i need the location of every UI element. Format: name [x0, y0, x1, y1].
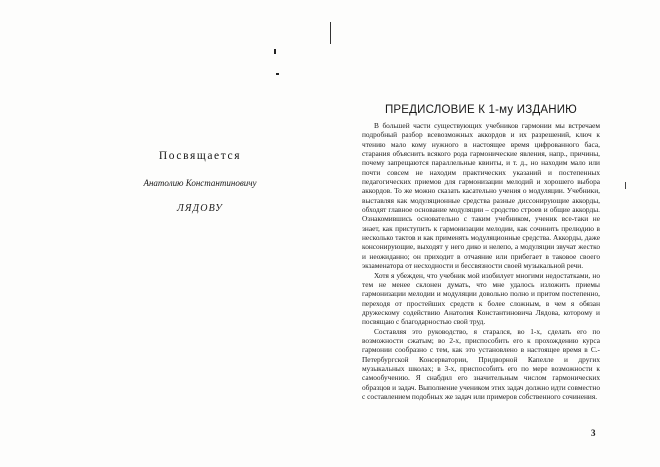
preface-title: ПРЕДИСЛОВИЕ К 1-му ИЗДАНИЮ [384, 104, 578, 116]
dedication-title: Посвящается [158, 150, 242, 162]
preface-page [362, 104, 600, 401]
page-number: 3 [591, 428, 596, 438]
preface-body [362, 121, 600, 401]
scan-artifact [625, 182, 626, 189]
preface-paragraph: Хотя я убежден, что учебник мой изобилует многими недостатками, но тем не менее склонен думать, что мне удалось изложить приемы гармонизации мелодии и модуляции довольно полно и притом постепенно, переходя от простейших средств к более сложным, в чем я обязан дружескому содействию Анатолия Константиновича Лядова, которому и посвящаю с благодарностью свой труд. [362, 270, 600, 327]
scan-artifact [274, 49, 276, 54]
preface-paragraph: Составляя это руководство, я старался, во 1-х, сделать его по возможности сжатым; во 2-х, приспособить его к прохождению курса гармонии сообразно с тем, как это установлено в настоящее время в С.-Петербургской Консерватории, Придворной Капелле и других музыкальных школах; в 3-х, приспособить его по мере возможности к самообучению. Я снабдил его значительным числом гармонических образцов и задач. Выполнение учеником этих задач должно идти совместно с составлением подобных же задач или примеров собственного сочинения. [362, 326, 600, 401]
scan-artifact [330, 22, 331, 44]
preface-paragraph: В большей части существующих учебников гармонии мы встречаем подробный разбор всевозможных аккордов и их разрешений, ключ к чтению мало кому нужного в настоящее время цифрованного баса, старания объяснить всякого рода гармонические явления, напр., причины, почему запрещаются параллельные квинты, и т. д., но находим мало или почти совсем не находим практических указаний и постепенных педагогических приемов для гармонизации мелодий и хорошего выбора аккордов. То же можно сказать касательно учения о модуляции. Учебники, выставляя как модуляционные средства разные диссонирующие аккорды, обходят главное основание модуляции – сродство строев и общие аккорды. Ознакомившись основательно с таким учебником, ученик все-таки не знает, как приступить к гармонизации мелодии, как сочинить прелюдию в несколько тактов и как применять модуляционные средства. Аккорды, даже консонирующие, выходят у него дико и нелепо, а модуляции звучат жестко и неожиданно; он приходит в отчаяние или прибегает в таковое своего экзаменатора от несходности и бессвязности своей музыкальной речи. [362, 121, 600, 271]
scan-artifact [276, 73, 279, 75]
dedicatee-name: Анатолию Константиновичу [143, 178, 257, 188]
dedicatee-surname: ЛЯДОВУ [176, 203, 224, 214]
